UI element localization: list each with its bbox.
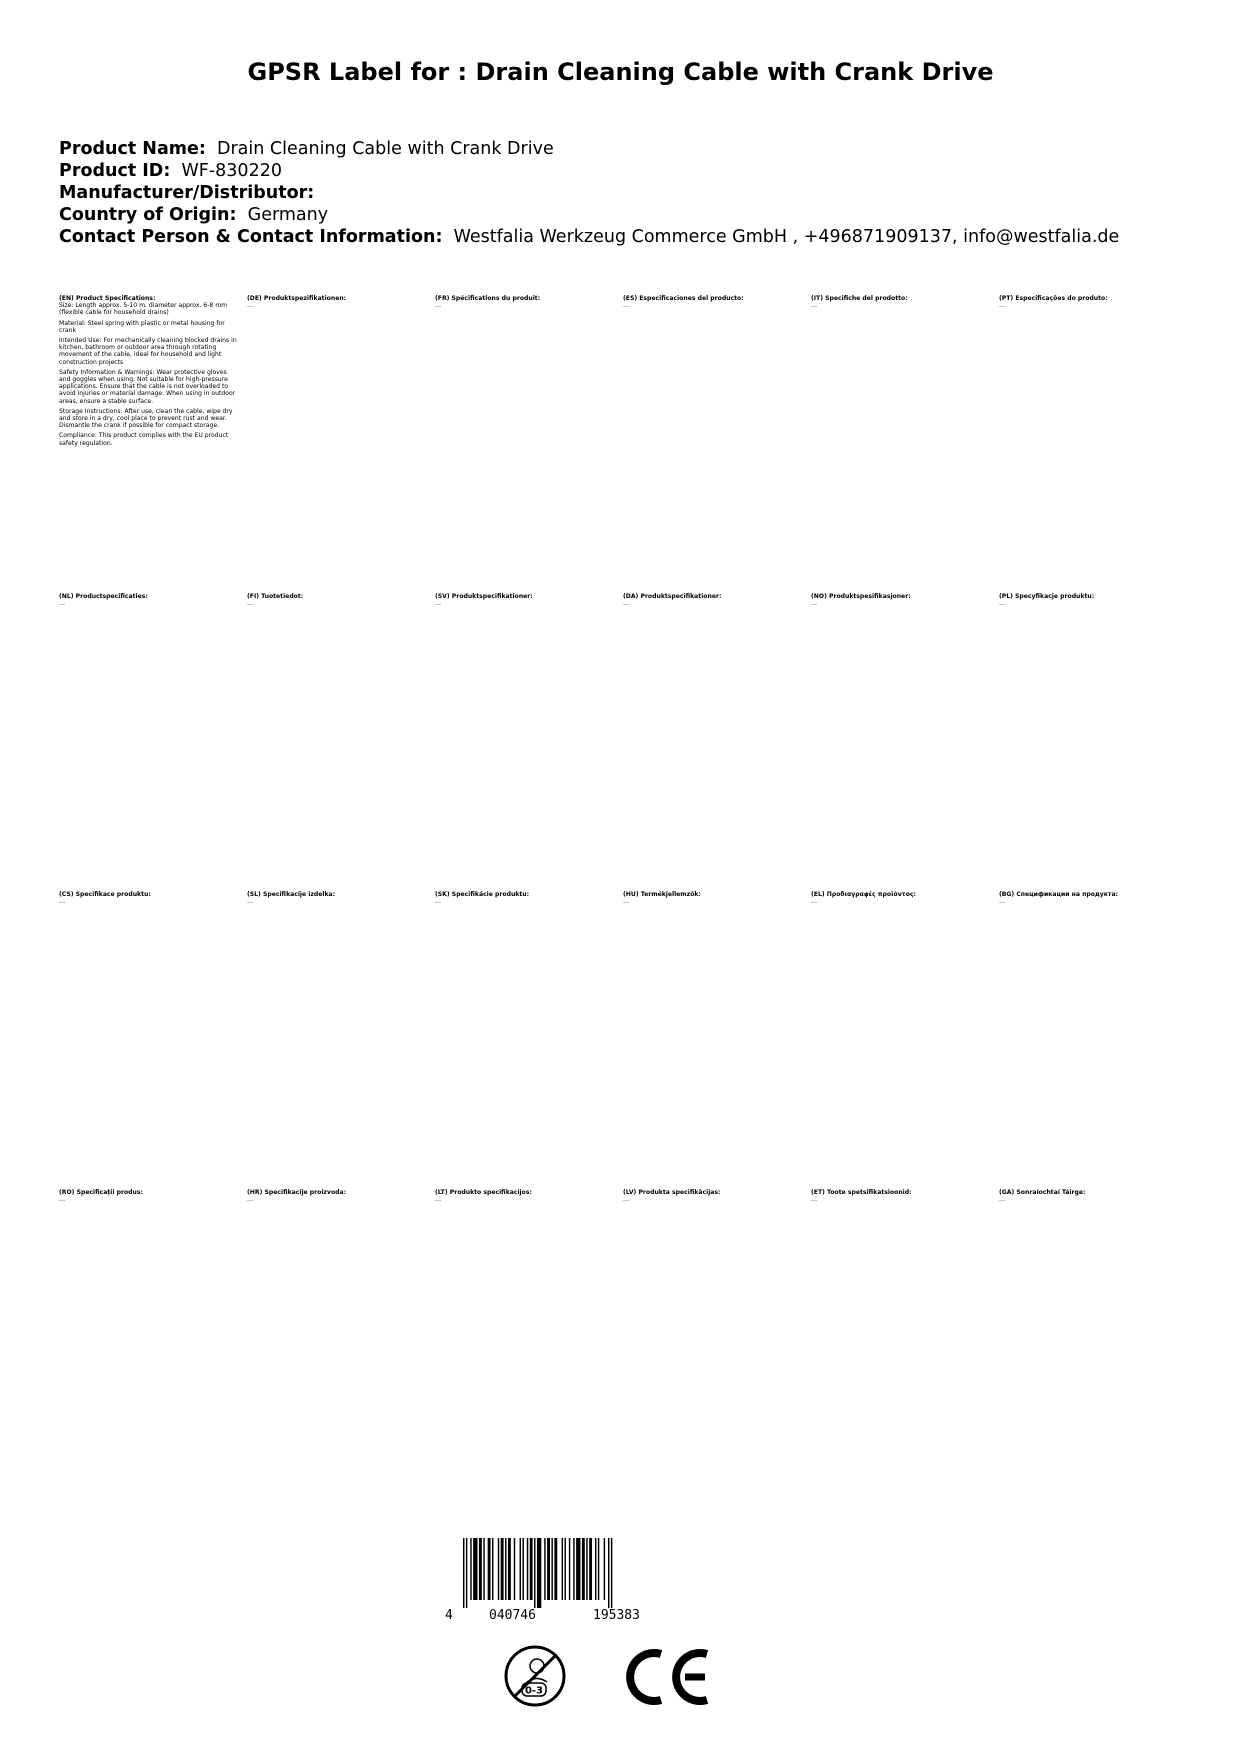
spec-row (59, 891, 1183, 1189)
barcode-digit-1: 4 (445, 1608, 453, 1623)
spec-block (59, 891, 237, 1183)
contact-row (59, 226, 1199, 248)
spec-row (59, 593, 1183, 891)
barcode-bar (569, 1538, 570, 1600)
spec-block (623, 295, 801, 587)
barcode-bar (554, 1538, 557, 1600)
barcode-bar (544, 1538, 545, 1600)
barcode-bar (562, 1538, 563, 1600)
spec-block (59, 1189, 237, 1481)
spec-heading: (ET) Toote spetsifikatsioonid: (811, 1189, 912, 1196)
age-warning-0-3-icon (503, 1644, 567, 1708)
spec-heading: (GA) Sonraíochtaí Táirge: (999, 1189, 1086, 1196)
spec-heading: (LV) Produkta specifikācijas: (623, 1189, 721, 1196)
spec-heading: (CS) Specifikace produktu: (59, 891, 151, 898)
spec-heading: (ES) Especificaciones del producto: (623, 295, 744, 302)
spec-paragraph: … (247, 600, 254, 608)
spec-heading: (RO) Specificații produs: (59, 1189, 143, 1196)
spec-paragraph: … (811, 1196, 818, 1204)
manufacturer-label: Manufacturer/Distributor: (59, 183, 315, 203)
barcode-bar (582, 1538, 585, 1600)
spec-paragraph: … (247, 1196, 254, 1204)
barcode-bar (473, 1538, 477, 1600)
spec-paragraph: … (435, 600, 442, 608)
barcode-bar (508, 1538, 511, 1600)
spec-paragraph: Safety Information & Warnings: Wear protective gloves and goggles when using. Not suitable for high-pressure applications. Ensure that the cable is not overloaded to avoid injuries or material damage. When using in outdoor areas, ensure a stable surface. (59, 368, 236, 405)
spec-paragraph: … (811, 302, 818, 310)
barcode-bar (466, 1538, 467, 1608)
spec-paragraph: … (247, 302, 254, 310)
barcode-bar (608, 1538, 609, 1608)
spec-block (435, 891, 613, 1183)
spec-paragraph: Material: Steel spring with plastic or metal housing for crank (59, 319, 225, 334)
spec-block (811, 891, 989, 1183)
barcode-bar (595, 1538, 596, 1600)
ce-mark-icon (623, 1646, 713, 1708)
spec-paragraph: … (623, 898, 630, 906)
spec-paragraph: Size: Length approx. 5-10 m, diameter approx. 6-8 mm (flexible cable for household drains) (59, 302, 228, 317)
spec-block (623, 891, 801, 1183)
manufacturer-row (59, 182, 1199, 204)
barcode-bar (598, 1538, 599, 1600)
origin-value: Germany (247, 205, 329, 225)
spec-paragraph: … (623, 600, 630, 608)
spec-block (999, 295, 1177, 587)
spec-heading: (FR) Spécifications du produit: (435, 295, 541, 302)
barcode-bar (501, 1538, 504, 1600)
spec-paragraph: … (999, 600, 1006, 608)
spec-block (247, 891, 425, 1183)
spec-block (999, 1189, 1177, 1481)
spec-block (435, 295, 613, 587)
barcode-bar (527, 1538, 528, 1600)
spec-block (811, 1189, 989, 1481)
barcode-bar (463, 1538, 464, 1608)
barcode-bar (611, 1538, 612, 1608)
spec-grid (59, 295, 1183, 1487)
spec-paragraph: Intended Use: For mechanically cleaning blocked drains in kitchen, bathroom or outdoor area through rotating movement of the cable, ideal for household and light construction projects (59, 337, 237, 366)
spec-heading: (BG) Спецификации на продукта: (999, 891, 1118, 898)
origin-row (59, 204, 1199, 226)
spec-paragraph: … (999, 302, 1006, 310)
barcode-digits-2: 040746 (489, 1608, 536, 1623)
barcode-bar (492, 1538, 493, 1600)
spec-block (435, 593, 613, 885)
spec-heading: (SV) Produktspecifikationer: (435, 593, 533, 600)
page-title: GPSR Label for : Drain Cleaning Cable with Crank Drive (247, 58, 994, 86)
spec-block (999, 891, 1177, 1183)
spec-block (59, 295, 237, 587)
barcode-bar (488, 1538, 491, 1600)
spec-heading: (DA) Produktspecifikationer: (623, 593, 722, 600)
spec-block (811, 295, 989, 587)
barcode-digits-3: 195383 (593, 1608, 640, 1623)
spec-heading: (IT) Specifiche del prodotto: (811, 295, 908, 302)
barcode-bar (505, 1538, 506, 1600)
origin-label: Country of Origin: (59, 205, 237, 225)
spec-paragraph: … (435, 1196, 442, 1204)
spec-heading: (SL) Specifikacije izdelka: (247, 891, 336, 898)
spec-heading: (PL) Specyfikacje produktu: (999, 593, 1095, 600)
spec-paragraph: … (999, 898, 1006, 906)
barcode-bar (514, 1538, 515, 1600)
spec-paragraph: … (999, 1196, 1006, 1204)
spec-heading: (LT) Produkto specifikacijos: (435, 1189, 532, 1196)
barcode-bar (470, 1538, 471, 1600)
barcode-bar (522, 1538, 523, 1600)
contact-value: Westfalia Werkzeug Commerce GmbH , +496871909137, info@westfalia.de (453, 227, 1120, 247)
spec-block (623, 1189, 801, 1481)
spec-heading: (HR) Specifikacije proizvoda: (247, 1189, 347, 1196)
spec-paragraph: … (59, 600, 66, 608)
spec-block (811, 593, 989, 885)
barcode-bar (520, 1538, 521, 1600)
barcode-bars (463, 1538, 678, 1608)
spec-heading: (FI) Tuotetiedot: (247, 593, 304, 600)
barcode-bar (565, 1538, 566, 1600)
spec-heading: (NL) Productspecificaties: (59, 593, 148, 600)
spec-block (247, 593, 425, 885)
spec-paragraph: Storage Instructions: After use, clean the cable, wipe dry and store in a dry, cool place to prevent rust and wear. Dismantle the crank if possible for compact storage. (59, 407, 233, 430)
spec-block (999, 593, 1177, 885)
barcode-bar (534, 1538, 535, 1608)
barcode-bar (530, 1538, 533, 1600)
barcode-bar (604, 1538, 605, 1600)
barcode-bar (483, 1538, 484, 1600)
product-id-label: Product ID: (59, 161, 171, 181)
spec-paragraph: Compliance: This product complies with the EU product safety regulation. (59, 432, 229, 447)
spec-block (247, 1189, 425, 1481)
barcode-bar (573, 1538, 574, 1600)
product-id-value: WF-830220 (181, 161, 282, 181)
barcode-bar (537, 1538, 541, 1608)
barcode-bar (547, 1538, 550, 1600)
spec-paragraph: … (811, 898, 818, 906)
spec-paragraph: … (623, 302, 630, 310)
product-info (59, 138, 1199, 248)
svg-text:0-3: 0-3 (524, 1685, 544, 1697)
spec-row (59, 295, 1183, 593)
spec-block (59, 593, 237, 885)
barcode-bar (576, 1538, 580, 1600)
product-name-value: Drain Cleaning Cable with Crank Drive (217, 139, 554, 159)
spec-block (623, 593, 801, 885)
spec-heading: (PT) Especificações do produto: (999, 295, 1108, 302)
compliance-icons (503, 1640, 743, 1715)
spec-heading: (EL) Προδιαγραφές προϊόντος: (811, 891, 916, 898)
spec-paragraph: … (59, 1196, 66, 1204)
spec-paragraph: … (623, 1196, 630, 1204)
product-name-row (59, 138, 1199, 160)
spec-heading: (DE) Produktspezifikationen: (247, 295, 347, 302)
barcode-bar (498, 1538, 499, 1600)
product-id-row (59, 160, 1199, 182)
spec-heading: (HU) Termékjellemzők: (623, 891, 701, 898)
barcode (441, 1538, 701, 1628)
barcode-bar (551, 1538, 552, 1600)
spec-block (247, 295, 425, 587)
spec-heading: (EN) Product Specifications: (59, 295, 156, 302)
spec-paragraph: … (435, 302, 442, 310)
barcode-bar (479, 1538, 482, 1600)
spec-heading: (SK) Špecifikácie produktu: (435, 891, 530, 898)
barcode-bar (589, 1538, 592, 1600)
spec-paragraph: … (59, 898, 66, 906)
spec-row (59, 1189, 1183, 1487)
barcode-bar (586, 1538, 587, 1600)
spec-paragraph: … (811, 600, 818, 608)
spec-paragraph: … (435, 898, 442, 906)
contact-label: Contact Person & Contact Information: (59, 227, 443, 247)
spec-block (435, 1189, 613, 1481)
spec-paragraph: … (247, 898, 254, 906)
product-name-label: Product Name: (59, 139, 206, 159)
spec-heading: (NO) Produktspesifikasjoner: (811, 593, 911, 600)
